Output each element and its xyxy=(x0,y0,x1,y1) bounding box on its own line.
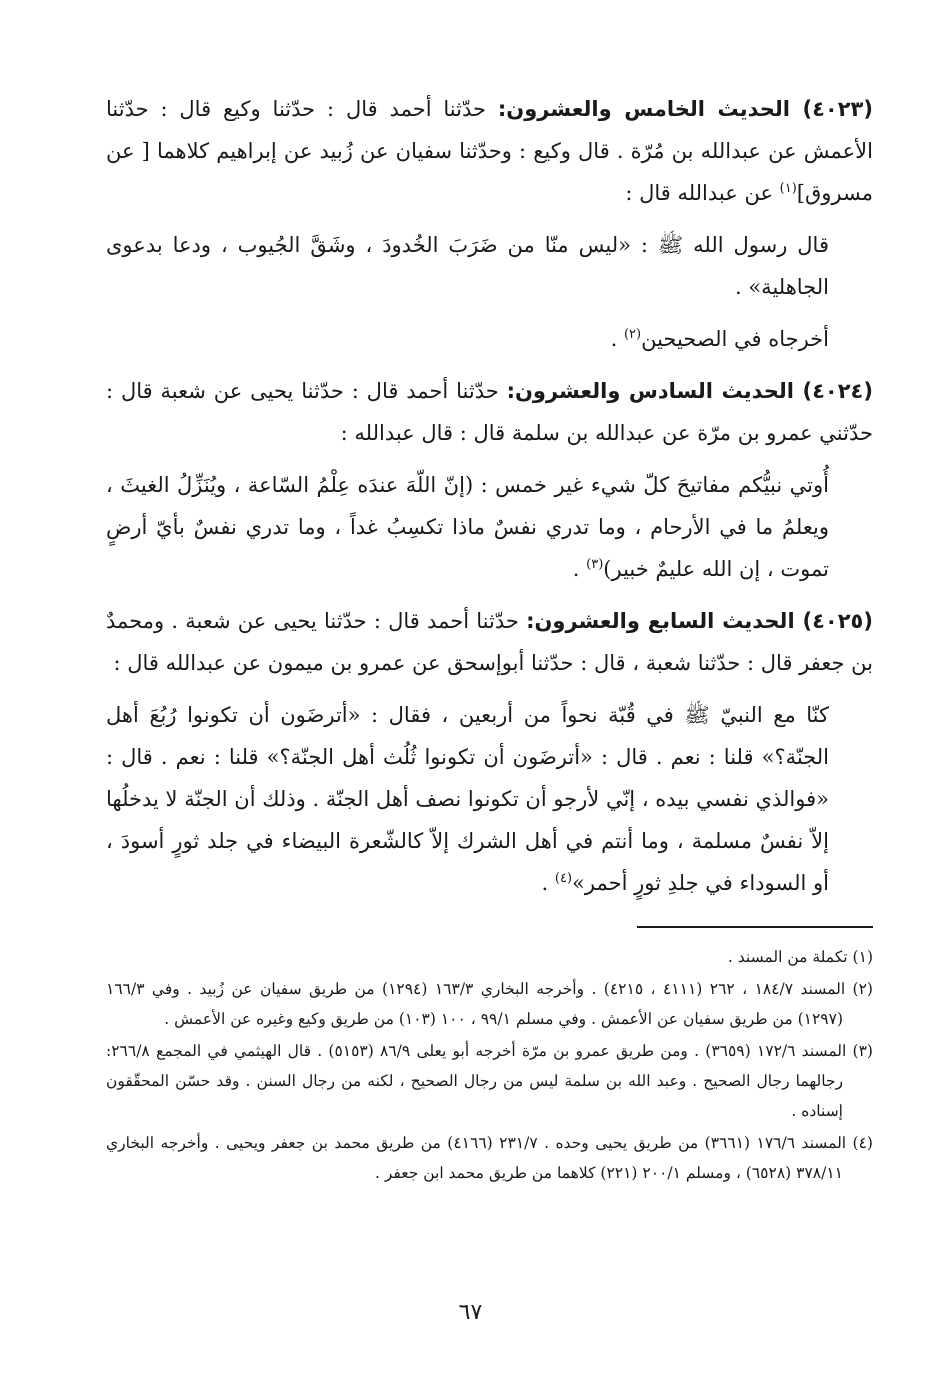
footnote-ref: (٢) xyxy=(623,327,642,342)
hadith-4024 xyxy=(106,370,873,454)
footnote-4: (٤) المسند ١٧٦/٦ (٣٦٦١) من طريق يحيى وحده . ٢٣١/٧ (٤١٦٦) من طريق محمد بن جعفر ويحيى . وأخرجه البخاري ٣٧٨/١١ (٦٥٢٨) ، ومسلم ٢٠٠/١ (٢٢١) كلاهما من طريق محمد ابن جعفر . xyxy=(106,1134,873,1182)
hadith-4025-matn xyxy=(106,694,829,904)
hadith-4023-takhrij xyxy=(106,318,829,360)
footnote-1: (١) تكملة من المسند . xyxy=(727,948,873,966)
hadith-heading: (٤٠٢٥) الحديث السابع والعشرون: xyxy=(526,609,873,633)
page-number: ٦٧ xyxy=(458,1300,483,1325)
footnote-ref: (٣) xyxy=(586,557,604,572)
hadith-text-end: عن عبدالله قال : xyxy=(625,181,780,205)
hadith-heading: (٤٠٢٣) الحديث الخامس والعشرون: xyxy=(497,97,873,121)
footnote-ref: (١) xyxy=(779,181,797,196)
hadith-text: حدّثنا أحمد قال : حدّثنا يحيى عن شعبة . ومحمدٌ بن جعفر قال : حدّثنا شعبة ، قال : حدّثنا أبوإسحق عن عمرو بن ميمون عن عبدالله قال : xyxy=(106,609,873,675)
hadith-text: حدّثنا أحمد قال : حدّثنا وكيع قال : حدّثنا الأعمش عن عبدالله بن مُرّة . قال وكيع : وحدّثنا سفيان عن زُبيد عن إبراهيم كلاهما [ عن مسروق] xyxy=(106,97,873,205)
hadith-4023 xyxy=(106,88,873,214)
hadith-4024-matn xyxy=(106,464,829,590)
footnote-2: (٢) المسند ١٨٤/٧ ، ٢٦٢ (٤١١١ ، ٤٢١٥) . وأخرجه البخاري ١٦٣/٣ (١٢٩٤) من طريق سفيان عن زُبيد . وفي ١٦٦/٣ (١٢٩٧) من طريق سفيان عن الأعمش . وفي مسلم ٩٩/١ ، ١٠٠ (١٠٣) من طريق وكيع وغيره عن الأعمش . xyxy=(106,980,873,1028)
footnote-separator xyxy=(637,926,873,928)
hadith-4025 xyxy=(106,600,873,684)
hadith-heading: (٤٠٢٤) الحديث السادس والعشرون: xyxy=(506,379,873,403)
takhrij-end: . xyxy=(610,327,624,351)
hadith-text: حدّثنا أحمد قال : حدّثنا يحيى عن شعبة قال : حدّثني عمرو بن مرّة عن عبدالله بن سلمة قال : قال عبدالله : xyxy=(106,379,873,445)
matn-end: . xyxy=(572,557,587,581)
footnotes xyxy=(106,942,873,1188)
footnote-ref: (٤) xyxy=(554,871,573,886)
matn-end: . xyxy=(541,871,555,895)
footnote-3: (٣) المسند ١٧٢/٦ (٣٦٥٩) . ومن طريق عمرو بن مرّة أخرجه أبو يعلى ٨٦/٩ (٥١٥٣) . قال الهيثمي في المجمع ٢٦٦/٨: رجالهما رجال الصحيح . وعبد الله بن سلمة ليس من رجال الصحيح ، لكنه من رجال السنن . وقد حسّن المحقّقون إسناده . xyxy=(106,1042,873,1120)
hadith-4023-matn: قال رسول الله ﷺ : «ليس منّا من ضَرَبَ الخُدودَ ، وشَقَّ الجُيوب ، ودعا بدعوى الجاهلية» . xyxy=(106,233,829,299)
matn-text: أُوتي نبيُّكم مفاتيحَ كلّ شيء غير خمس : (إنّ اللّهَ عندَه عِلْمُ السّاعة ، ويُنَزِّلُ الغيثَ ، ويعلمُ ما في الأرحام ، وما تدري نفسٌ ماذا تكسِبُ غداً ، وما تدري نفسٌ بأيّ أرضٍ تموت ، إن الله عليمٌ خبير) xyxy=(106,473,829,581)
takhrij-text: أخرجاه في الصحيحين xyxy=(641,327,829,351)
matn-text: كنّا مع النبيّ ﷺ في قُبّة نحواً من أربعين ، فقال : «أترضَون أن تكونوا رُبُعَ أهل الجنّة؟» قلنا : نعم . قال : «أترضَون أن تكونوا ثُلُث أهل الجنّة؟» قلنا : نعم . قال : «فوالذي نفسي بيده ، إنّي لأرجو أن تكونوا نصف أهل الجنّة . وذلك أن الجنّة لا يدخلُها إلاّ نفسٌ مسلمة ، وما أنتم في أهل الشرك إلاّ كالشّعرة البيضاء في جلد ثورٍ أسودَ ، أو السوداء في جلدِ ثورٍ أحمر» xyxy=(106,703,829,895)
